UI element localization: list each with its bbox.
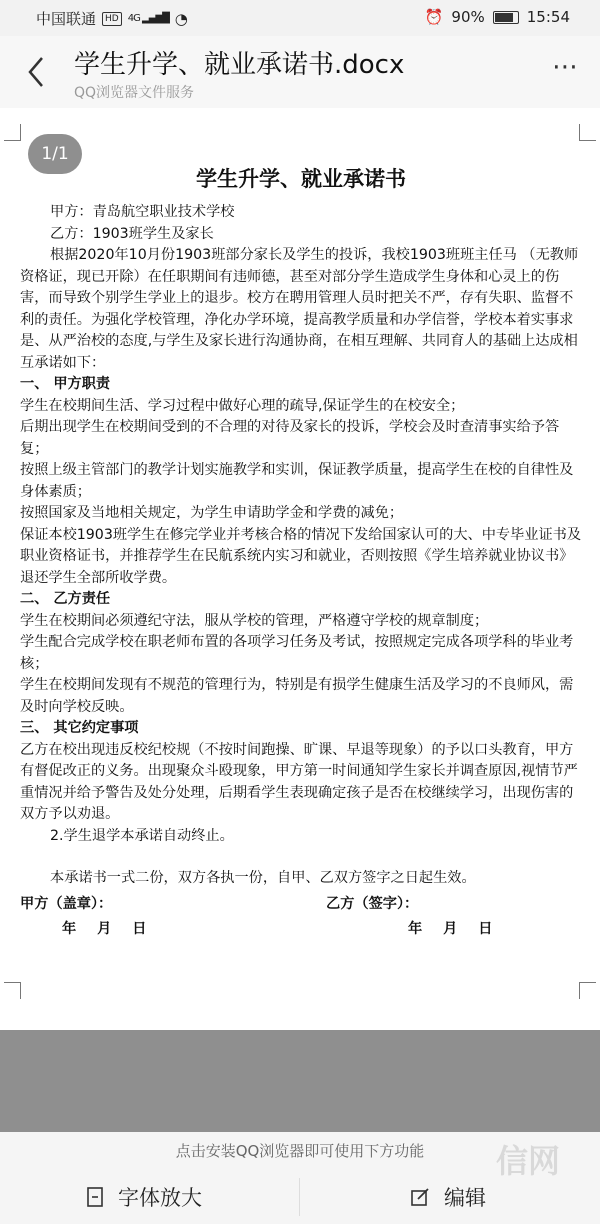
section1-item: 学生在校期间生活、学习过程中做好心理的疏导,保证学生的在校安全；	[20, 397, 465, 414]
date-row	[20, 919, 582, 941]
section3-title: 三、 其它约定事项	[20, 720, 139, 736]
file-subtitle: QQ浏览器文件服务	[74, 85, 195, 101]
wechat-icon: ◔	[174, 9, 188, 28]
edit-label: 编辑	[444, 1186, 486, 1210]
section2-title: 二、 乙方责任	[20, 591, 111, 607]
more-options-icon[interactable]: ⋯	[552, 52, 580, 82]
section1-item: 保证本校1903班学生在修完学业并考核合格的情况下发给国家认可的大、中专毕业证书及职业资格证书，并推荐学生在民航系统内实习和就业，否则按照《学生培养就业协议书》退还学生全部所收学费。	[20, 526, 582, 586]
battery-icon	[493, 11, 519, 24]
section3-item: 乙方在校出现违反校纪校规（不按时间跑操、旷课、早退等现象）的予以口头教育，甲方有督促改正的义务。出现聚众斗殴现象，甲方第一时间通知学生家长并调查原因,视情节严重情况并给予警告及处分处理，后期看学生表现确定孩子是否在校继续学习，出现伤害的双方予以劝退。	[20, 741, 578, 822]
page-corner-bl	[4, 982, 21, 999]
font-zoom-label: 字体放大	[118, 1186, 202, 1210]
date-a: 年 月 日	[62, 921, 147, 937]
section2-item: 学生配合完成学校在职老师布置的各项学习任务及考试，按照规定完成各项学科的毕业考核；	[20, 634, 574, 672]
party-b: 乙方：1903班学生及家长	[50, 225, 214, 242]
file-title: 学生升学、就业承诺书.docx	[74, 50, 405, 80]
hd-badge: HD	[102, 12, 122, 26]
section2-item: 学生在校期间必须遵纪守法，服从学校的管理，严格遵守学校的规章制度；	[20, 612, 489, 629]
chevron-left-icon	[22, 48, 54, 96]
party-a: 甲方：青岛航空职业技术学校	[50, 204, 235, 220]
font-zoom-icon	[86, 1186, 104, 1208]
edit-icon	[410, 1187, 430, 1207]
app-header	[0, 36, 600, 109]
section1-item: 后期出现学生在校期间受到的不合理的对待及家长的投诉，学校会及时查清事实给予答复；	[20, 419, 560, 457]
watermark-logo: 信网	[495, 1142, 560, 1180]
carrier-label: 中国联通	[36, 10, 97, 28]
battery-percent: 90%	[451, 8, 485, 26]
intro-paragraph: 根据2020年10月份1903班部分家长及学生的投诉，我校1903班班主任马 （无教师资格证，现已开除）在任职期间有违师德，甚至对部分学生造成学生身体和心灵上的伤害，而导致个别学生学业上的退步。校方在聘用管理人员时把关不严，存有失职、监督不利的责任。为强化学校管理，净化办学环境，提高教学质量和办学信誉，学校本着实事求是、从严治校的态度,与学生及家长进行沟通协商，在相互理解、共同育人的基础上达成相互承诺如下：	[20, 247, 579, 371]
section3-item: 2.学生退学本承诺自动终止。	[50, 827, 234, 844]
viewer-background	[0, 1030, 600, 1132]
status-bar	[0, 0, 600, 36]
bottom-toolbar	[0, 1132, 600, 1224]
alarm-icon: ⏰	[424, 8, 444, 26]
date-b: 年 月 日	[408, 921, 493, 937]
back-button[interactable]	[22, 48, 54, 96]
page-corner-br	[579, 982, 596, 999]
font-zoom-button[interactable]	[86, 1178, 202, 1216]
edit-button[interactable]	[410, 1178, 486, 1216]
page-corner-tl	[4, 124, 21, 141]
sign-a: 甲方（盖章）：	[20, 895, 113, 912]
page-indicator: 1/1	[28, 134, 82, 174]
section1-item: 按照上级主管部门的教学计划实施教学和实训，保证教学质量，提高学生在校的自律性及身体素质；	[20, 462, 574, 500]
section1-item: 按照国家及当地相关规定，为学生申请助学金和学费的减免；	[20, 505, 404, 521]
section1-title: 一、 甲方职责	[20, 376, 111, 392]
closing-clause: 本承诺书一式二份，双方各执一份，自甲、乙双方签字之日起生效。	[50, 870, 476, 886]
clock: 15:54	[526, 8, 570, 26]
document-content	[20, 164, 582, 941]
sign-b: 乙方（签字）：	[326, 895, 419, 912]
section2-item: 学生在校期间发现有不规范的管理行为，特别是有损学生健康生活及学习的不良师风，需及时向学校反映。	[20, 677, 574, 715]
install-hint: 点击安装QQ浏览器即可使用下方功能	[175, 1142, 425, 1160]
page-corner-tr	[579, 124, 596, 141]
toolbar-divider	[299, 1178, 300, 1216]
signal-icon: 4G ▂▄▆█	[127, 13, 169, 24]
document-title: 学生升学、就业承诺书	[196, 167, 406, 191]
signature-row	[20, 894, 582, 916]
